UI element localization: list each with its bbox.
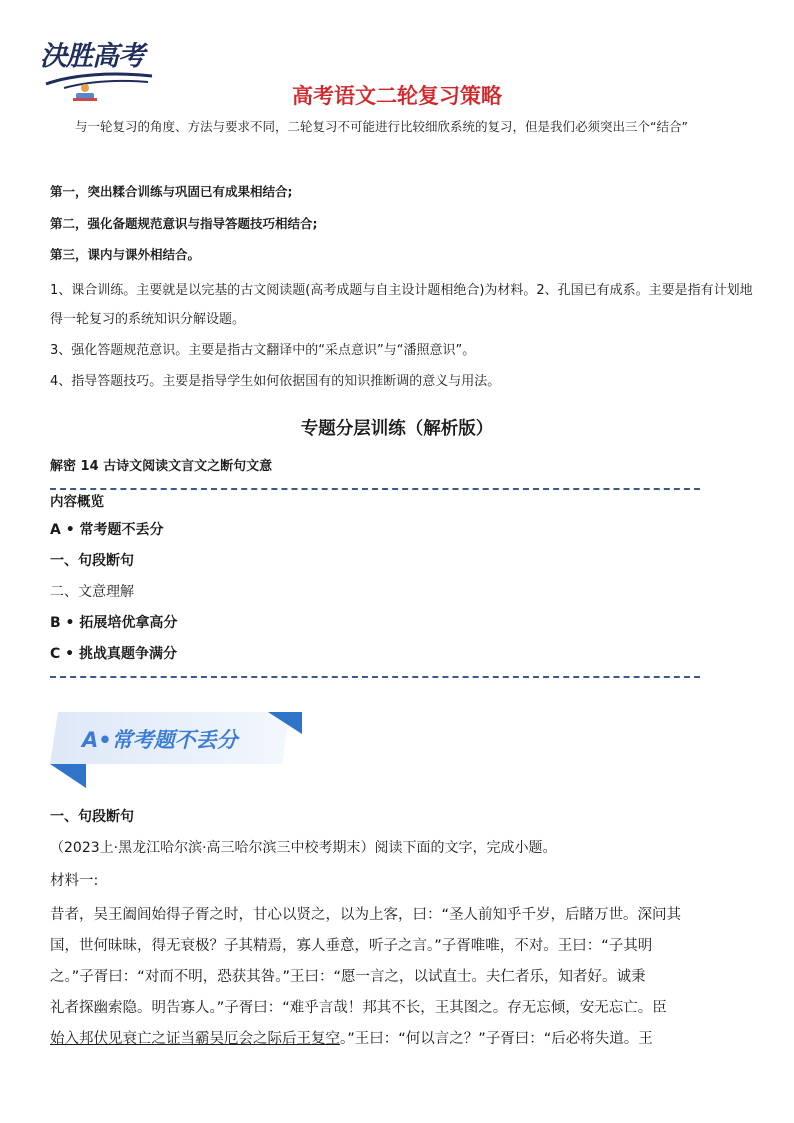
material-line: 之。”子胥曰：“对而不明，恐获其咎。”王曰：“愿一言之，以试直士。夫仁者乐，知者好。诚秉 (50, 969, 646, 985)
material-line (50, 1024, 754, 1055)
part1-source: （2023上·黑龙江哈尔滨·高三哈尔滨三中校考期末）阅读下面的文字，完成小题。 (50, 840, 557, 856)
sentence-to-punctuate: 始入邦伏见衰亡之证当霸吴厄会之际后王复空 (50, 1031, 340, 1047)
material-label: 材料一: (50, 873, 99, 889)
material-line: 昔者，吴王阖闾始得子胥之时，甘心以贤之，以为上客，曰：“圣人前知乎千岁，后睹万世。深问其 (50, 907, 682, 923)
detail-1-2: 1、课合训练。主要就是以完基的古文阅读题(高考成题与自主设计题相绝合)为材料。2、孔国已有成系。主要是指有计划地得一轮复习的系统知识分解设题。 (50, 283, 753, 327)
outline-top-divider (50, 488, 700, 490)
topic-subtitle: 解密 14 古诗文阅读文言文之断句文意 (50, 459, 273, 474)
section-banner (50, 712, 302, 790)
part1-heading: 一、句段断句 (50, 809, 134, 825)
outline-item: 二、文意理解 (50, 584, 134, 600)
point-2: 第二，强化备题规范意识与指导答题技巧相结合; (50, 216, 318, 231)
outline-item: A • 常考题不丢分 (50, 522, 164, 538)
outline-item: B • 拓展培优拿高分 (50, 615, 178, 631)
point-3: 第三，课内与课外相结合。 (50, 247, 201, 262)
material-line: 国，世何昧昧，得无衰极？子其精焉，寡人垂意，听子之言。”子胥唯唯，不对。王曰：“子其明 (50, 938, 653, 954)
logo-text: 決胜高考 (40, 41, 144, 72)
outline-item: 一、句段断句 (50, 553, 134, 569)
point-1: 第一，突出糅合训练与巩固已有成果相结合; (50, 184, 293, 199)
outline-heading: 内容概览 (50, 494, 104, 510)
outline-item: C • 挑战真题争满分 (50, 646, 177, 662)
material-line-rest: 。”王曰：“何以言之？”子胥曰：“后必将失道。王 (340, 1031, 653, 1047)
section-title: 专题分层训练（解析版） (300, 419, 494, 439)
intro-paragraph: 与一轮复习的角度、方法与要求不同，二轮复习不可能进行比较细欣系统的复习，但是我们必须突出三个“结合” (75, 119, 688, 134)
material-line: 礼者探幽索隐。明告寡人。”子胥曰：“难乎言哉！邦其不长，王其图之。存无忘倾，安无忘亡。臣 (50, 1000, 667, 1016)
detail-4: 4、指导答题技巧。主要是指导学生如何依据国有的知识推断调的意义与用法。 (50, 374, 501, 389)
page-title: 高考语文二轮复习策略 (292, 84, 502, 108)
outline-bottom-divider (50, 676, 700, 678)
banner-label: A•常考题不丢分 (82, 728, 238, 752)
detail-3: 3、强化答题规范意识。主要是指古文翻译中的“采点意识”与“潘照意识”。 (50, 343, 476, 358)
